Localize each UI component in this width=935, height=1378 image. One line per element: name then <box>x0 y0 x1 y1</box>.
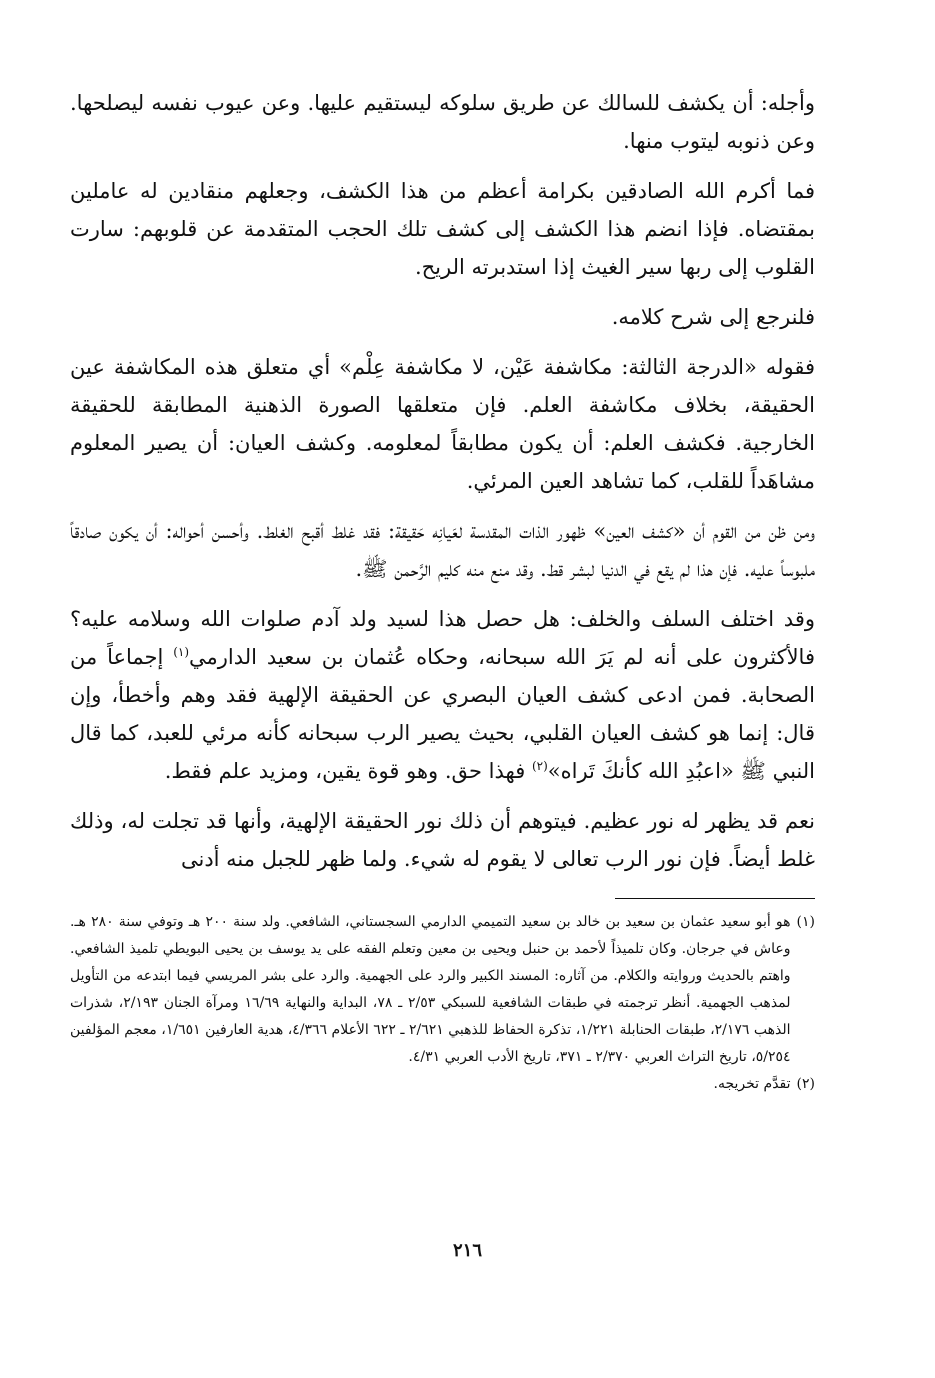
book-page <box>70 84 815 1098</box>
paragraph-6-part-3: فهذا حق. وهو قوة يقين، ومزيد علم فقط. <box>164 759 532 783</box>
paragraph-1: وأجله: أن يكشف للسالك عن طريق سلوكه ليستقيم عليها. وعن عيوب نفسه ليصلحها. وعن ذنوبه ليتوب منها. <box>70 91 815 153</box>
footnote-1-text: هو أبو سعيد عثمان بن سعيد بن خالد بن سعيد التميمي الدارمي السجستاني، الشافعي. ولد سنة ٢٠٠ هـ وتوفي سنة ٢٨٠ هـ. وعاش في جرجان. وكان تلميذاً لأحمد بن حنبل ويحيى بن معين وتعلم الفقه على يد يوسف بن يحيى البويطي تلميذ الشافعي. واهتم بالحديث وروايته والكلام. من آثاره: المسند الكبير والرد على الجهمية. والرد على بشر المريسي فيما ابتدعه من التأويل لمذهب الجهمية. أنظر ترجمته في طبقات الشافعية للسبكي ٢/٥٣ ـ ٧٨، البداية والنهاية ١٦/٦٩ ومرآة الجنان ٢/١٩٣، شذرات الذهب ٢/١٧٦، طبقات الحنابلة ١/٢٢١، تذكرة الحفاظ للذهبي ٢/٦٢١ ـ ٦٢٢ الأعلام ٤/٣٦٦، هدية العارفين ١/٦٥١، معجم المؤلفين ٥/٢٥٤، تاريخ التراث العربي ٢/٣٧٠ ـ ٣٧١، تاريخ الأدب العربي ٤/٣١. <box>70 914 791 1065</box>
footnote-2 <box>70 1071 815 1098</box>
paragraph-5: ومن ظن من القوم أن «كشف العين» ظهور الذات المقدسة لعَيانِه حَقيقة: فقد غلط أقبح الغلط. وأحسن أحواله: أن يكون صادقاً ملبوساً عليه. فإن هذا لم يقع في الدنيا لبشر قط. وقد منع منه كليم الرَّحمن ﷺ. <box>70 519 815 581</box>
paragraph-6-part-2: إجماعاً من الصحابة. فمن ادعى كشف العيان البصري عن الحقيقة الإلهية فقد وهم وأخطأ، وإن قال: إنما هو كشف العيان القلبي، بحيث يصير الرب سبحانه كأنه مرئي للعبد، كما قال النبي ﷺ «اعبُدِ الله كأنكَ تَراه» <box>70 645 815 783</box>
footnote-2-number: (٢) <box>796 1076 815 1092</box>
paragraph-6 <box>70 600 815 790</box>
footnote-ref-1: (١) <box>173 645 190 659</box>
footnote-2-text: تقدَّم تخريجه. <box>713 1076 791 1092</box>
paragraph-7: نعم قد يظهر له نور عظيم. فيتوهم أن ذلك نور الحقيقة الإلهية، وأنها قد تجلت له، وذلك غلط أيضاً. فإن نور الرب تعالى لا يقوم له شيء. ولما ظهر للجبل منه أدنى <box>70 809 815 871</box>
paragraph-6-part-1: وقد اختلف السلف والخلف: هل حصل هذا لسيد ولد آدم صلوات الله وسلامه عليه؟ فالأكثرون على أنه لم يَرَ الله سبحانه، وحكاه عُثمان بن سعيد الدارمي <box>70 607 815 669</box>
footnotes <box>70 909 815 1098</box>
footnote-ref-2: (٢) <box>531 759 548 773</box>
paragraph-3: فلنرجع إلى شرح كلامه. <box>611 305 815 329</box>
paragraph-4: فقوله «الدرجة الثالثة: مكاشفة عَيْن، لا مكاشفة عِلْم» أي متعلق هذه المكاشفة عين الحقيقة، بخلاف مكاشفة العلم. فإن متعلقها الصورة الذهنية المطابقة للحقيقة الخارجية. فكشف العلم: أن يكون مطابقاً لمعلومه. وكشف العيان: أن يصير المعلوم مشاهَداً للقلب، كما تشاهد العين المرئي. <box>70 355 815 493</box>
page-number: ٢١٦ <box>452 1240 482 1261</box>
footnote-1 <box>70 909 815 1071</box>
footnote-divider <box>615 898 815 899</box>
paragraph-2: فما أكرم الله الصادقين بكرامة أعظم من هذا الكشف، وجعلهم منقادين له عاملين بمقتضاه. فإذا انضم هذا الكشف إلى كشف تلك الحجب المتقدمة عن قلوبهم: سارت القلوب إلى ربها سير الغيث إذا استدبرته الريح. <box>70 179 815 279</box>
main-text <box>70 84 815 878</box>
footnote-1-number: (١) <box>796 914 815 930</box>
